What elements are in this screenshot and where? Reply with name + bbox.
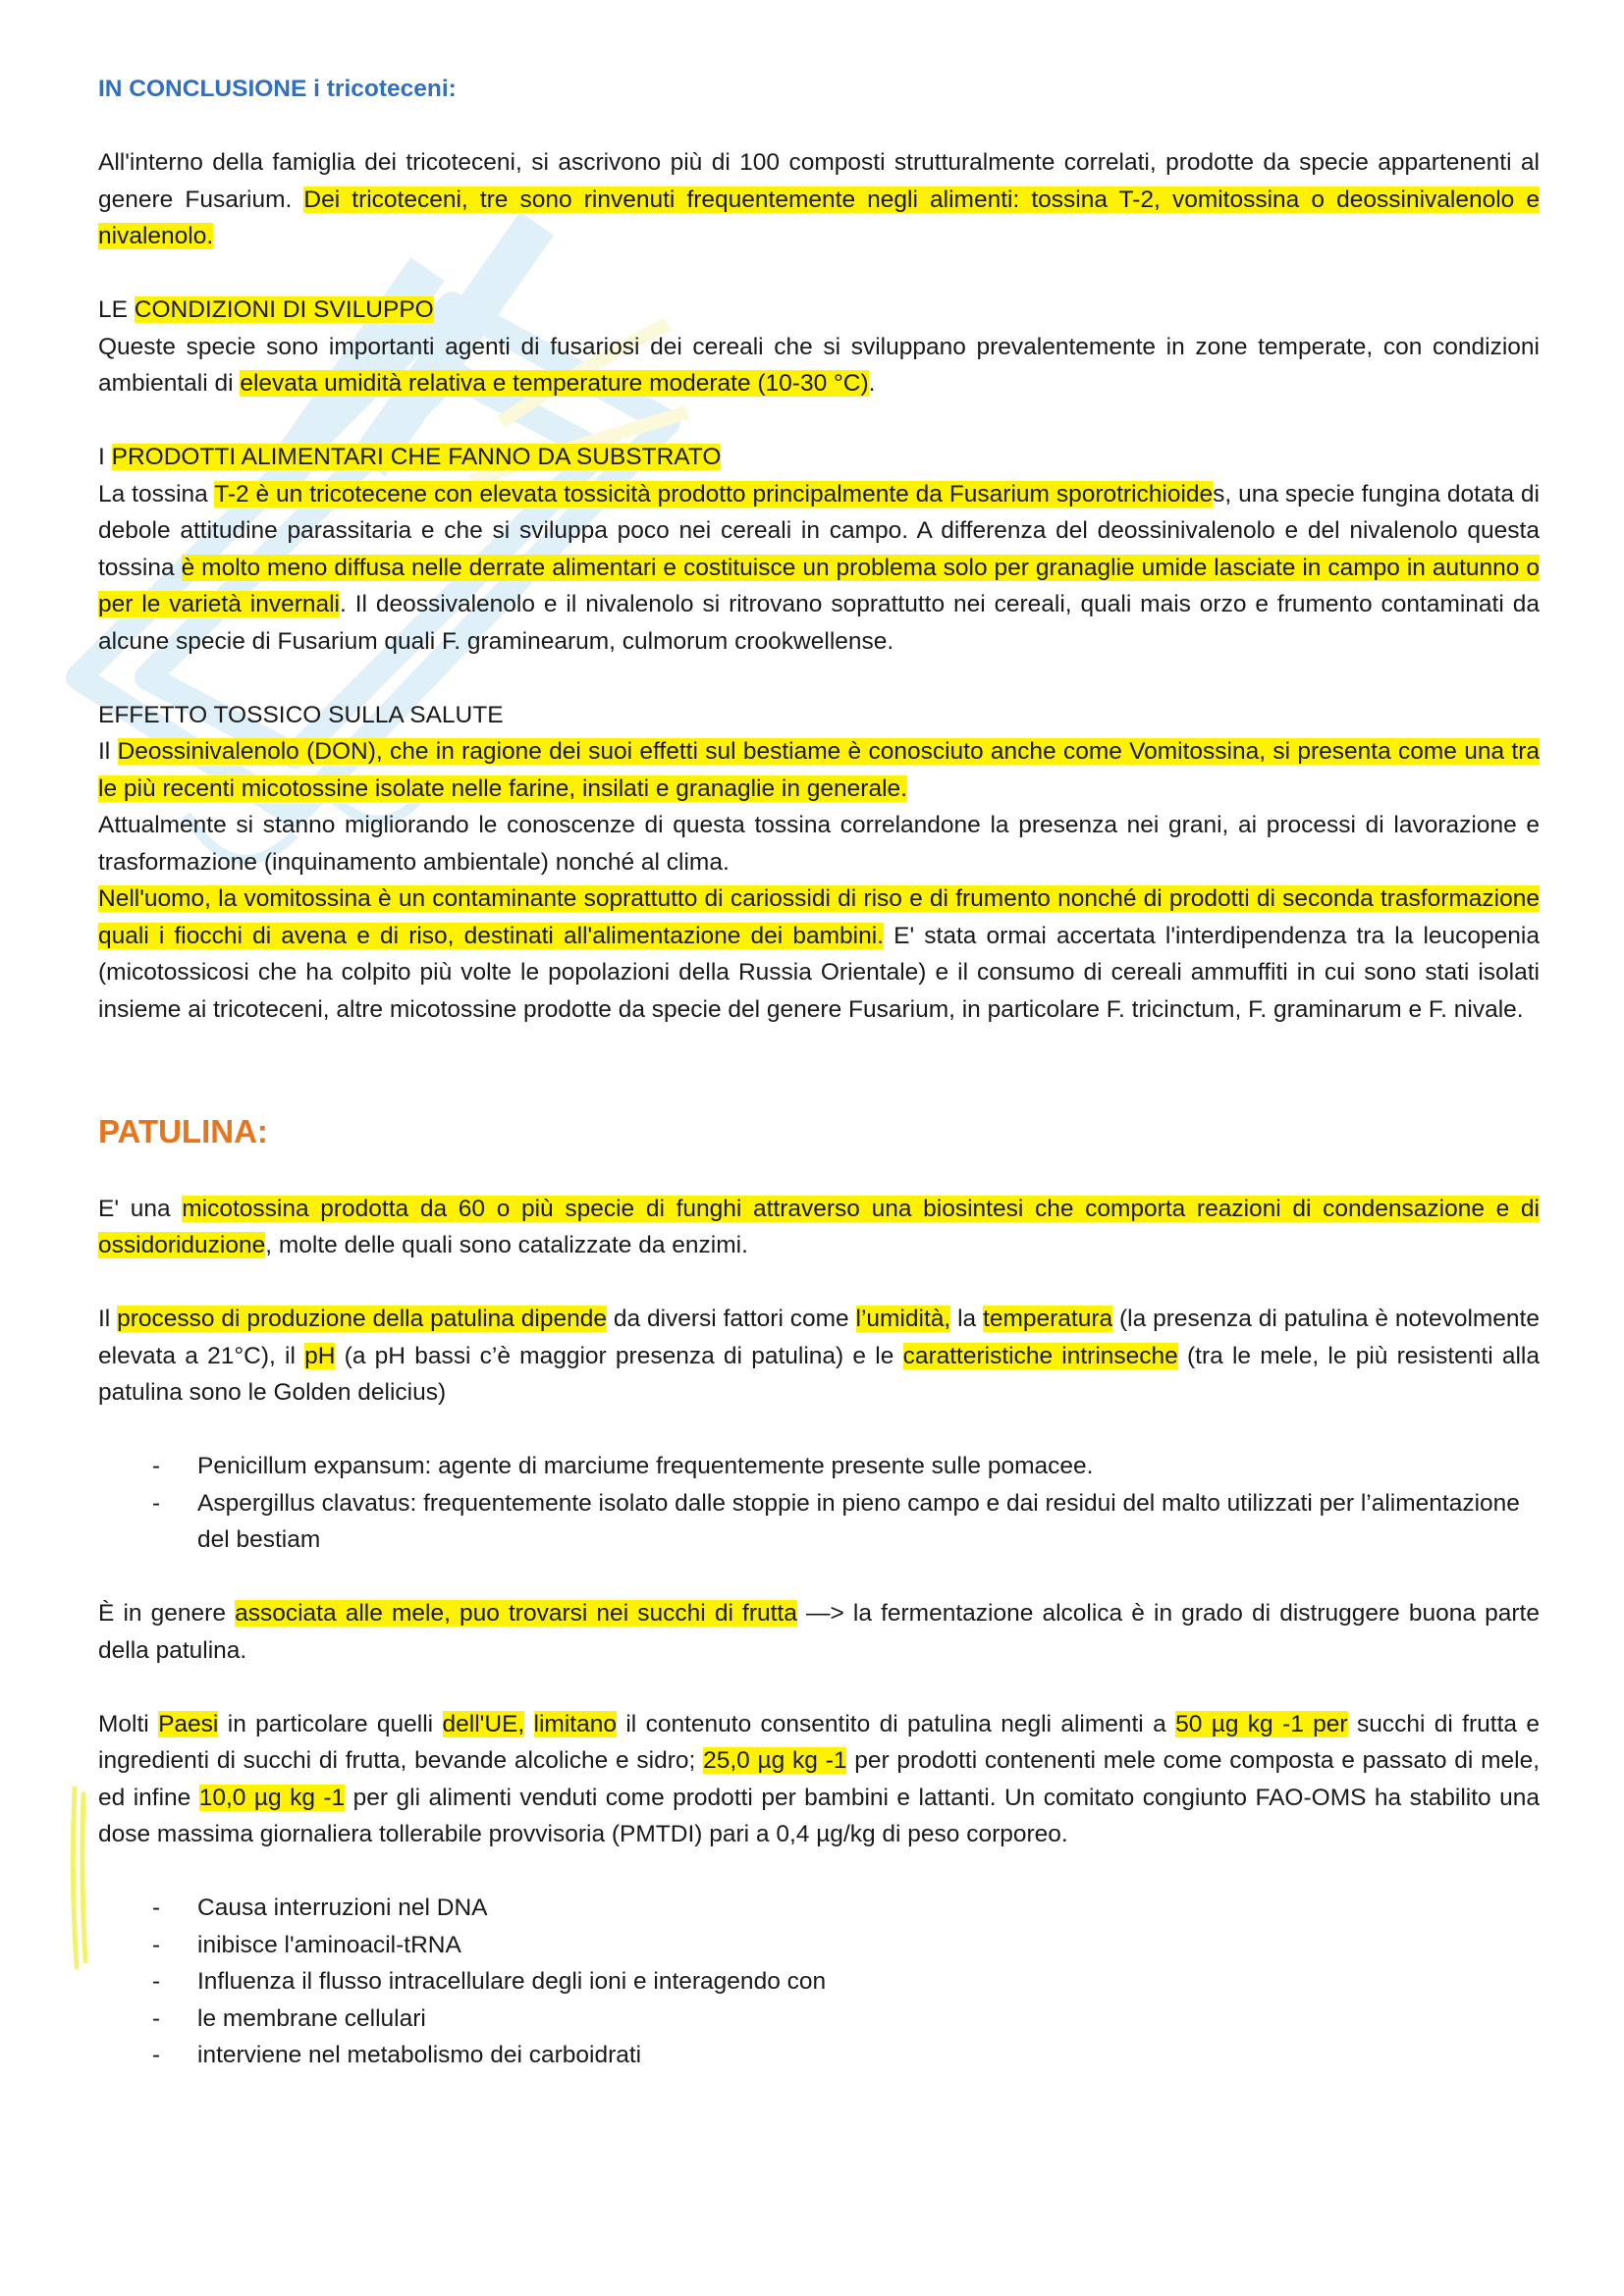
patulina-heading: PATULINA:: [98, 1113, 268, 1149]
list-item: - le membrane cellulari: [98, 2001, 1540, 2038]
text-run: [524, 1711, 533, 1737]
text-run: s, una specie fungina dotata di debole attitudine parassitaria e che si sviluppa poco nei cereali in campo. A differenza del deossinivalenolo e del nivalenolo questa tossina: [98, 480, 1540, 581]
text-run: la: [950, 1306, 984, 1332]
text-run: , molte delle quali sono catalizzate da enzimi.: [265, 1232, 748, 1258]
highlighted-text: Dei tricoteceni, tre sono rinvenuti frequentemente negli alimenti: tossina T-2, vomitossina o deossinivalenolo e nivalenolo.: [98, 186, 1541, 249]
highlighted-text: dell'UE,: [442, 1710, 525, 1737]
highlighted-text: PRODOTTI ALIMENTARI CHE FANNO DA SUBSTRATO: [111, 444, 722, 470]
text-run: Molti: [98, 1710, 159, 1737]
patulina-mele-paragraph: [98, 1595, 1540, 1669]
list-item: - Aspergillus clavatus: frequentemente isolato dalle stoppie in pieno campo e dai residui del malto utilizzati per l’alimentazione del bestiam: [98, 1485, 1540, 1559]
highlighted-text: 10,0 µg kg -1: [198, 1784, 346, 1811]
prodotti-paragraph: [98, 476, 1540, 661]
text-run: il contenuto consentito di patulina negli alimenti a: [616, 1710, 1176, 1737]
text-run: succhi di frutta e ingredienti di succhi di frutta, bevande alcoliche e sidro;: [98, 1710, 1540, 1774]
highlighted-text: T-2 è un tricotecene con elevata tossicità prodotto principalmente da Fusarium sporotrichioide: [214, 480, 1214, 507]
text-run: da diversi fattori come: [606, 1306, 856, 1332]
highlighted-text: associata alle mele, puo trovarsi nei succhi di frutta: [235, 1600, 797, 1627]
patulina-limits-paragraph: [98, 1706, 1540, 1853]
highlighted-text: l’umidità,: [855, 1306, 951, 1332]
highlighted-text: processo di produzione della patulina dipende: [117, 1306, 607, 1332]
text-run: . Il deossivalenolo e il nivalenolo si ritrovano soprattutto nei cereali, quali mais orzo e frumento contaminati da alcune specie di Fusarium quali F. graminearum, culmorum crookwellense.: [98, 591, 1540, 655]
list-item: - Causa interruzioni nel DNA: [98, 1890, 1540, 1927]
highlighted-text: temperatura: [983, 1306, 1113, 1332]
text-run: E' stata ormai accertata l'interdipendenza tra la leucopenia (micotossicosi che ha colpito più volte le popolazioni della Russia Orientale) e il consumo di cereali ammuffiti in cui sono stati isolati insieme ai tricoteceni, altre micotossine prodotte da specie del genere Fusarium, in particolare F. tricinctum, F. graminarum e F. nivale.: [98, 922, 1540, 1023]
highlighter-mark-icon: [69, 1785, 90, 1971]
text-run: per gli alimenti venduti come prodotti per bambini e lattanti. Un comitato congiunto FAO-OMS ha stabilito una dose massima giornaliera tollerabile provvisoria (PMTDI) pari a 0,4 µg/kg di peso corporeo.: [98, 1784, 1540, 1847]
list-item: - Penicillum expansum: agente di marciume frequentemente presente sulle pomacee.: [98, 1448, 1540, 1485]
patulina-process-paragraph: [98, 1301, 1540, 1412]
subheading-effetto-tossico: EFFETTO TOSSICO SULLA SALUTE: [98, 701, 504, 728]
section-heading: IN CONCLUSIONE i tricoteceni:: [98, 76, 457, 102]
highlighted-text: 50 µg kg -1 per: [1175, 1710, 1348, 1737]
text-run: Il: [98, 1306, 118, 1332]
condizioni-paragraph: [98, 329, 1540, 402]
effects-list: [98, 1890, 1540, 2074]
highlighted-text: limitano: [533, 1710, 617, 1737]
subheading-condizioni: [98, 292, 1540, 329]
patulina-intro-paragraph: [98, 1191, 1540, 1264]
effetto-paragraph: [98, 733, 1540, 807]
text-run: I: [98, 444, 112, 470]
text-run: E' una: [98, 1195, 183, 1222]
text-run: (tra le mele, le più resistenti alla patulina sono le Golden delicius): [98, 1342, 1541, 1406]
highlighted-text: Nell'uomo, la vomitossina è un contaminante soprattutto di cariossidi di riso e di frumento nonché di prodotti di seconda trasformazione quali i fiocchi di avena e di riso, destinati all'alimentazione dei bambini.: [98, 885, 1540, 949]
uomo-paragraph: [98, 881, 1540, 1028]
list-item: - Influenza il flusso intracellulare degli ioni e interagendo con: [98, 1963, 1540, 2001]
text-run: (la presenza di patulina è notevolmente elevata a 21°C), il: [98, 1306, 1540, 1369]
text-run: in particolare quelli: [218, 1710, 443, 1737]
list-item: - inibisce l'aminoacil-tRNA: [98, 1927, 1540, 1964]
attualmente-paragraph: Attualmente si stanno migliorando le conoscenze di questa tossina correlandone la presenza nei grani, ai processi di lavorazione e trasformazione (inquinamento ambientale) nonché al clima.: [98, 812, 1540, 876]
subheading-prodotti: [98, 439, 1540, 476]
text-run: Queste specie sono importanti agenti di fusariosi dei cereali che si sviluppano prevalentemente in zone temperate, con condizioni ambientali di: [98, 333, 1540, 397]
text-run: .: [868, 370, 876, 397]
highlighted-text: Paesi: [158, 1710, 219, 1737]
intro-paragraph: [98, 144, 1540, 255]
highlighted-text: pH: [304, 1342, 336, 1369]
list-item: - interviene nel metabolismo dei carboidrati: [98, 2037, 1540, 2074]
highlighted-text: è molto meno diffusa nelle derrate alimentari e costituisce un problema solo per granaglie umide lasciate in campo in autunno o per le varietà invernali: [98, 554, 1541, 617]
highlighted-text: Deossinivalenolo (DON), che in ragione dei suoi effetti sul bestiame è conosciuto anche come Vomitossina, si presenta come una tra le più recenti micotossine isolate nelle farine, insilati e granaglie in generale.: [98, 738, 1540, 802]
text-run: Il: [98, 738, 118, 765]
text-run: per prodotti contenenti mele come composta e passato di mele, ed infine: [98, 1747, 1541, 1811]
highlighted-text: 25,0 µg kg -1: [703, 1747, 847, 1774]
text-run: —> la fermentazione alcolica è in grado di distruggere buona parte della patulina.: [98, 1600, 1540, 1664]
text-run: La tossina: [98, 480, 215, 507]
highlighted-text: caratteristiche intrinseche: [902, 1342, 1178, 1369]
highlighted-text: micotossina prodotta da 60 o più specie di funghi attraverso una biosintesi che comporta reazioni di condensazione e di ossidoriduzione: [98, 1195, 1540, 1258]
text-run: È in genere: [98, 1600, 236, 1627]
species-list: [98, 1448, 1540, 1559]
highlighted-text: elevata umidità relativa e temperature moderate (10-30 °C): [240, 370, 869, 397]
highlighted-text: CONDIZIONI DI SVILUPPO: [134, 296, 434, 323]
text-run: (a pH bassi c’è maggior presenza di patulina) e le: [335, 1342, 903, 1369]
text-run: All'interno della famiglia dei tricoteceni, si ascrivono più di 100 composti strutturalmente correlati, prodotte da specie appartenenti al genere Fusarium.: [98, 149, 1540, 213]
text-run: LE: [98, 296, 135, 323]
document-page: [98, 71, 1540, 2074]
